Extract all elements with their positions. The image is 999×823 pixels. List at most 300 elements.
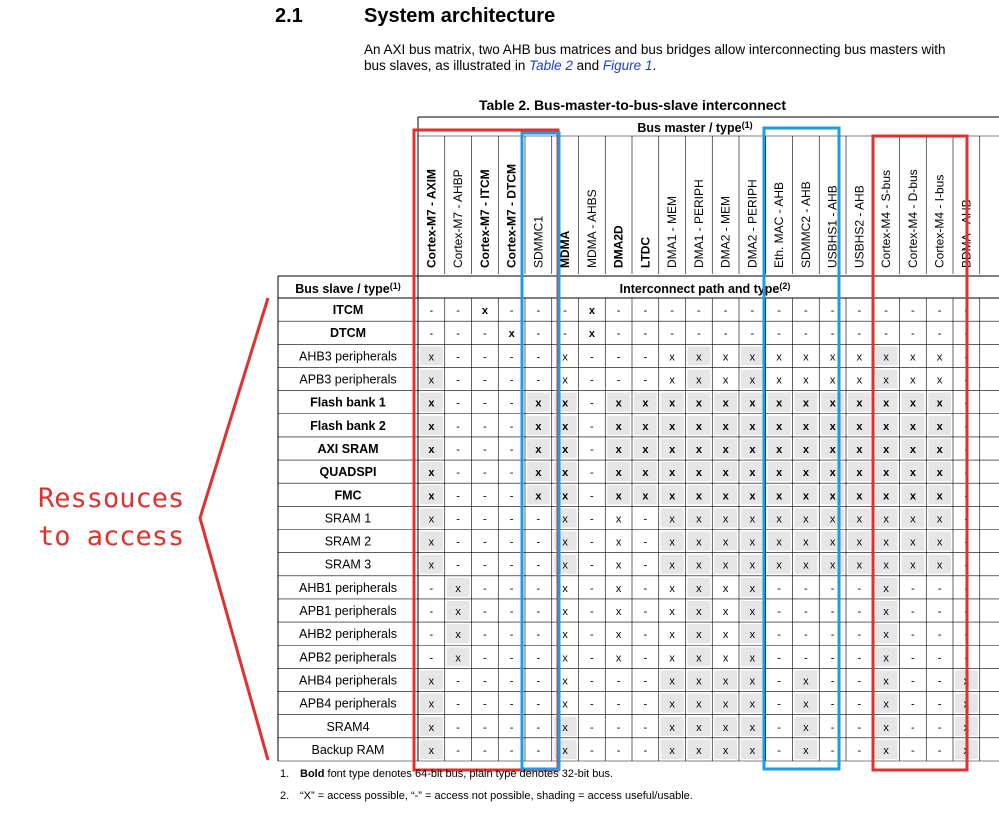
access-none-mark: -	[804, 328, 808, 341]
access-possible-mark: x	[883, 559, 889, 572]
access-none-mark: -	[857, 675, 862, 688]
access-possible-mark: x	[883, 420, 890, 433]
access-none-mark: -	[536, 559, 541, 572]
access-possible-mark: x	[722, 606, 729, 619]
access-none-mark: -	[643, 328, 648, 341]
access-none-mark: -	[911, 721, 915, 734]
interconnect-path-header: Interconnect path and type$^{(2)}$	[619, 281, 791, 296]
access-none-mark: -	[830, 606, 835, 619]
bus-slave-header: Bus slave / type$^{(1)}$	[295, 281, 401, 296]
table-link[interactable]: Table 2	[529, 58, 573, 73]
access-none-mark: -	[830, 328, 835, 341]
access-none-mark: -	[429, 582, 434, 595]
access-none-mark: -	[456, 698, 460, 711]
access-possible-mark: x	[428, 698, 435, 711]
access-possible-mark: x	[615, 652, 622, 665]
access-possible-mark: x	[829, 420, 836, 433]
access-possible-mark: x	[722, 467, 729, 480]
access-possible-mark: x	[615, 513, 622, 526]
access-possible-mark: x	[428, 675, 435, 688]
access-possible-mark: x	[883, 536, 889, 549]
access-possible-mark: x	[722, 582, 729, 595]
access-possible-mark: x	[776, 467, 783, 480]
access-none-mark: -	[590, 559, 594, 572]
access-possible-mark: x	[669, 467, 676, 480]
access-possible-mark: x	[802, 443, 809, 456]
bus-slave-label: FMC	[334, 488, 362, 503]
access-possible-mark: x	[909, 467, 916, 480]
access-none-mark: -	[429, 629, 434, 642]
access-none-mark: -	[456, 721, 460, 734]
access-none-mark: -	[483, 675, 487, 688]
access-possible-mark: x	[776, 490, 783, 503]
access-none-mark: -	[456, 351, 460, 364]
access-possible-mark: x	[802, 467, 809, 480]
access-none-mark: -	[536, 744, 541, 757]
access-none-mark: -	[590, 698, 594, 711]
access-none-mark: -	[643, 629, 648, 642]
access-none-mark: -	[777, 721, 781, 734]
access-possible-mark: x	[562, 351, 568, 364]
footnote-text: “X” = access possible, “-” = access not possible, shading = access useful/usable.	[300, 790, 693, 802]
access-none-mark: -	[616, 351, 621, 364]
access-none-mark: -	[857, 744, 862, 757]
access-none-mark: -	[911, 698, 915, 711]
access-possible-mark: x	[749, 420, 756, 433]
access-possible-mark: x	[669, 513, 675, 526]
access-possible-mark: x	[669, 490, 676, 503]
access-none-mark: -	[456, 536, 460, 549]
bus-master-label: DMA1 - MEM	[665, 196, 680, 268]
bus-master-label: DMA2 - PERIPH	[745, 179, 760, 268]
access-possible-mark: x	[883, 490, 890, 503]
access-none-mark: -	[483, 559, 487, 572]
access-possible-mark: x	[562, 698, 568, 711]
access-possible-mark: x	[803, 536, 809, 549]
figure-link[interactable]: Figure 1	[602, 58, 653, 73]
bus-master-label: DMA2 - MEM	[718, 196, 733, 268]
bus-master-label: DMA2D	[611, 225, 626, 268]
access-possible-mark: x	[669, 629, 675, 642]
access-possible-mark: x	[455, 652, 461, 665]
bus-master-label: SDMMC1	[531, 215, 546, 268]
bus-slave-label: SRAM4	[326, 719, 370, 734]
access-possible-mark: x	[535, 467, 542, 480]
access-possible-mark: x	[803, 721, 809, 734]
access-possible-mark: x	[936, 513, 943, 526]
access-none-mark: -	[509, 721, 514, 734]
access-possible-mark: x	[696, 374, 702, 387]
access-possible-mark: x	[776, 443, 783, 456]
access-possible-mark: x	[749, 698, 756, 711]
access-none-mark: -	[937, 698, 942, 711]
access-possible-mark: x	[909, 397, 916, 410]
access-possible-mark: x	[936, 420, 943, 433]
access-possible-mark: x	[696, 559, 702, 572]
access-none-mark: -	[509, 675, 514, 688]
access-possible-mark: x	[883, 513, 889, 526]
access-none-mark: -	[911, 328, 915, 341]
access-none-mark: -	[777, 675, 781, 688]
access-none-mark: -	[643, 744, 648, 757]
access-none-mark: -	[723, 305, 728, 318]
access-possible-mark: x	[856, 513, 863, 526]
access-possible-mark: x	[776, 374, 782, 387]
access-possible-mark: x	[588, 305, 595, 318]
bus-slave-label: SRAM 1	[324, 511, 372, 526]
access-possible-mark: x	[455, 582, 461, 595]
access-none-mark: -	[509, 629, 514, 642]
access-none-mark: -	[616, 328, 621, 341]
access-possible-mark: x	[936, 374, 943, 387]
access-possible-mark: x	[696, 675, 702, 688]
access-none-mark: -	[643, 513, 648, 526]
access-none-mark: -	[509, 490, 514, 503]
access-none-mark: -	[456, 675, 460, 688]
access-possible-mark: x	[722, 374, 729, 387]
access-possible-mark: x	[428, 490, 435, 503]
access-possible-mark: x	[562, 652, 568, 665]
access-none-mark: -	[937, 305, 942, 318]
access-possible-mark: x	[883, 443, 890, 456]
access-possible-mark: x	[883, 675, 889, 688]
access-possible-mark: x	[829, 513, 836, 526]
access-none-mark: -	[590, 490, 594, 503]
access-possible-mark: x	[749, 559, 756, 572]
access-possible-mark: x	[428, 744, 435, 757]
bus-master-label: Cortex-M7 - AHBP	[451, 169, 466, 268]
access-possible-mark: x	[669, 420, 676, 433]
access-possible-mark: x	[508, 328, 515, 341]
access-possible-mark: x	[802, 397, 809, 410]
access-possible-mark: x	[749, 652, 756, 665]
access-possible-mark: x	[936, 490, 943, 503]
access-possible-mark: x	[856, 559, 863, 572]
access-none-mark: -	[483, 374, 487, 387]
access-possible-mark: x	[428, 513, 435, 526]
bus-slave-label: QUADSPI	[319, 465, 377, 480]
access-possible-mark: x	[669, 536, 675, 549]
access-none-mark: -	[964, 629, 969, 642]
bus-slave-label: ITCM	[332, 303, 364, 318]
access-none-mark: -	[804, 305, 808, 318]
bus-slave-label: AHB1 peripherals	[299, 580, 397, 595]
access-possible-mark: x	[696, 698, 702, 711]
access-possible-mark: x	[722, 675, 729, 688]
access-none-mark: -	[830, 698, 835, 711]
access-none-mark: -	[590, 629, 594, 642]
access-possible-mark: x	[562, 559, 568, 572]
access-none-mark: -	[964, 652, 969, 665]
access-none-mark: -	[536, 513, 541, 526]
access-possible-mark: x	[722, 744, 729, 757]
access-none-mark: -	[937, 721, 942, 734]
access-none-mark: -	[964, 606, 969, 619]
access-possible-mark: x	[909, 420, 916, 433]
access-possible-mark: x	[856, 420, 863, 433]
access-possible-mark: x	[883, 629, 889, 642]
bus-master-label: Cortex-M4 - S-bus	[879, 169, 894, 268]
access-none-mark: -	[590, 606, 594, 619]
access-none-mark: -	[830, 305, 835, 318]
access-possible-mark: x	[883, 652, 889, 665]
access-possible-mark: x	[615, 559, 622, 572]
access-none-mark: -	[643, 374, 648, 387]
access-none-mark: -	[857, 652, 862, 665]
bus-master-label: LTDC	[638, 236, 653, 268]
bus-slave-label: AHB2 peripherals	[299, 627, 397, 642]
access-none-mark: -	[937, 328, 942, 341]
access-none-mark: -	[643, 536, 648, 549]
access-none-mark: -	[616, 305, 621, 318]
access-none-mark: -	[590, 513, 594, 526]
access-possible-mark: x	[803, 351, 809, 364]
access-none-mark: -	[643, 582, 648, 595]
access-none-mark: -	[536, 582, 541, 595]
access-possible-mark: x	[883, 397, 890, 410]
access-possible-mark: x	[802, 490, 809, 503]
access-possible-mark: x	[562, 513, 568, 526]
access-possible-mark: x	[642, 420, 649, 433]
access-possible-mark: x	[535, 443, 542, 456]
access-none-mark: -	[884, 328, 888, 341]
access-none-mark: -	[563, 328, 567, 341]
access-possible-mark: x	[562, 629, 568, 642]
access-possible-mark: x	[722, 721, 729, 734]
access-none-mark: -	[937, 675, 942, 688]
access-none-mark: -	[777, 744, 781, 757]
access-none-mark: -	[509, 443, 514, 456]
access-possible-mark: x	[936, 351, 943, 364]
access-possible-mark: x	[749, 744, 756, 757]
table-title: Table 2. Bus-master-to-bus-slave interconnect	[478, 97, 787, 113]
access-none-mark: -	[964, 536, 969, 549]
access-possible-mark: x	[883, 467, 890, 480]
access-none-mark: -	[536, 606, 541, 619]
access-possible-mark: x	[776, 513, 782, 526]
access-possible-mark: x	[562, 536, 568, 549]
bus-master-label: Cortex-M7 - AXIM	[424, 169, 439, 268]
access-none-mark: -	[911, 744, 915, 757]
access-none-mark: -	[857, 721, 862, 734]
access-possible-mark: x	[802, 420, 809, 433]
bus-slave-label: DTCM	[329, 326, 367, 341]
access-possible-mark: x	[562, 744, 568, 757]
access-possible-mark: x	[642, 443, 649, 456]
footnote-1	[280, 768, 613, 780]
access-none-mark: -	[964, 328, 969, 341]
bus-slave-label: SRAM 3	[324, 557, 372, 572]
access-none-mark: -	[563, 305, 567, 318]
access-none-mark: -	[804, 629, 808, 642]
access-none-mark: -	[857, 328, 862, 341]
access-none-mark: -	[964, 374, 969, 387]
access-possible-mark: x	[695, 420, 702, 433]
access-none-mark: -	[590, 467, 594, 480]
intro-text: .	[652, 58, 657, 73]
access-none-mark: -	[483, 629, 487, 642]
access-none-mark: -	[536, 328, 541, 341]
access-possible-mark: x	[883, 351, 889, 364]
bus-master-label: MDMA - AHBS	[584, 189, 599, 268]
bus-master-label: Cortex-M7 - DTCM	[504, 164, 519, 268]
access-possible-mark: x	[803, 374, 809, 387]
access-none-mark: -	[509, 374, 514, 387]
access-none-mark: -	[911, 582, 915, 595]
access-none-mark: -	[509, 582, 514, 595]
access-none-mark: -	[777, 582, 781, 595]
access-possible-mark: x	[749, 443, 756, 456]
access-possible-mark: x	[936, 536, 943, 549]
access-none-mark: -	[456, 559, 460, 572]
access-possible-mark: x	[588, 328, 595, 341]
access-possible-mark: x	[722, 443, 729, 456]
access-none-mark: -	[964, 513, 969, 526]
access-possible-mark: x	[936, 443, 943, 456]
bus-master-label: Cortex-M7 - ITCM	[477, 169, 492, 268]
access-none-mark: -	[911, 652, 915, 665]
access-possible-mark: x	[428, 351, 435, 364]
access-none-mark: -	[777, 305, 781, 318]
annotation-label: Ressouces to access	[38, 483, 185, 552]
access-none-mark: -	[483, 721, 487, 734]
access-none-mark: -	[884, 305, 888, 318]
access-possible-mark: x	[910, 536, 916, 549]
access-possible-mark: x	[562, 420, 569, 433]
access-possible-mark: x	[669, 374, 675, 387]
access-none-mark: -	[429, 305, 434, 318]
footnote-2	[280, 790, 693, 802]
access-possible-mark: x	[615, 397, 622, 410]
access-none-mark: -	[483, 513, 487, 526]
access-none-mark: -	[830, 629, 835, 642]
access-possible-mark: x	[696, 351, 702, 364]
access-possible-mark: x	[615, 490, 622, 503]
access-none-mark: -	[857, 305, 862, 318]
access-possible-mark: x	[428, 443, 435, 456]
access-none-mark: -	[456, 490, 460, 503]
access-possible-mark: x	[936, 467, 943, 480]
access-none-mark: -	[964, 397, 969, 410]
access-possible-mark: x	[615, 467, 622, 480]
access-none-mark: -	[777, 328, 781, 341]
access-possible-mark: x	[455, 629, 461, 642]
access-possible-mark: x	[776, 351, 782, 364]
access-possible-mark: x	[829, 351, 836, 364]
access-none-mark: -	[830, 582, 835, 595]
access-possible-mark: x	[562, 675, 568, 688]
bus-slave-label: SRAM 2	[324, 534, 372, 549]
access-possible-mark: x	[428, 420, 435, 433]
access-none-mark: -	[964, 351, 969, 364]
access-possible-mark: x	[695, 443, 702, 456]
access-possible-mark: x	[722, 420, 729, 433]
access-possible-mark: x	[669, 443, 676, 456]
access-possible-mark: x	[883, 606, 889, 619]
section-number: 2.1	[275, 5, 303, 27]
access-possible-mark: x	[642, 467, 649, 480]
access-none-mark: -	[590, 536, 594, 549]
access-none-mark: -	[456, 420, 460, 433]
access-none-mark: -	[911, 606, 915, 619]
access-none-mark: -	[643, 305, 648, 318]
access-possible-mark: x	[669, 606, 675, 619]
access-possible-mark: x	[749, 629, 756, 642]
access-possible-mark: x	[562, 490, 569, 503]
footnote-number: 2.	[280, 790, 290, 802]
access-possible-mark: x	[669, 744, 675, 757]
access-none-mark: -	[616, 374, 621, 387]
access-possible-mark: x	[856, 351, 863, 364]
access-possible-mark: x	[963, 721, 970, 734]
access-none-mark: -	[830, 652, 835, 665]
access-none-mark: -	[937, 582, 942, 595]
access-none-mark: -	[830, 744, 835, 757]
access-none-mark: -	[483, 443, 487, 456]
access-possible-mark: x	[749, 513, 756, 526]
access-possible-mark: x	[883, 698, 889, 711]
access-possible-mark: x	[829, 467, 836, 480]
access-possible-mark: x	[963, 675, 970, 688]
access-possible-mark: x	[535, 397, 542, 410]
access-none-mark: -	[536, 536, 541, 549]
access-possible-mark: x	[669, 397, 676, 410]
access-possible-mark: x	[428, 374, 435, 387]
access-none-mark: -	[964, 443, 969, 456]
access-none-mark: -	[937, 744, 942, 757]
bus-master-label: DMA1 - PERIPH	[691, 179, 706, 268]
bus-slave-label: AHB3 peripherals	[299, 349, 397, 364]
access-none-mark: -	[777, 629, 781, 642]
bus-slave-label: Flash bank 1	[310, 395, 386, 410]
access-possible-mark: x	[722, 652, 729, 665]
access-none-mark: -	[643, 606, 648, 619]
access-none-mark: -	[483, 351, 487, 364]
access-possible-mark: x	[562, 606, 568, 619]
access-none-mark: -	[536, 305, 541, 318]
bus-slave-label: AXI SRAM	[317, 441, 379, 456]
access-possible-mark: x	[615, 606, 622, 619]
access-possible-mark: x	[695, 467, 702, 480]
access-none-mark: -	[723, 328, 728, 341]
access-none-mark: -	[483, 582, 487, 595]
access-none-mark: -	[937, 606, 942, 619]
access-possible-mark: x	[722, 351, 729, 364]
access-possible-mark: x	[722, 698, 729, 711]
access-none-mark: -	[509, 536, 514, 549]
bracket-line	[200, 298, 268, 760]
access-possible-mark: x	[696, 652, 702, 665]
access-none-mark: -	[697, 328, 701, 341]
access-possible-mark: x	[722, 397, 729, 410]
access-possible-mark: x	[749, 721, 756, 734]
access-none-mark: -	[509, 559, 514, 572]
access-possible-mark: x	[803, 513, 809, 526]
access-none-mark: -	[804, 582, 808, 595]
intro-text: and	[572, 58, 603, 73]
access-none-mark: -	[483, 420, 487, 433]
access-possible-mark: x	[696, 721, 702, 734]
access-possible-mark: x	[963, 698, 970, 711]
access-none-mark: -	[536, 374, 541, 387]
access-possible-mark: x	[669, 698, 675, 711]
access-possible-mark: x	[669, 559, 675, 572]
access-possible-mark: x	[883, 374, 889, 387]
access-none-mark: -	[483, 744, 487, 757]
access-possible-mark: x	[642, 397, 649, 410]
access-possible-mark: x	[562, 374, 568, 387]
access-possible-mark: x	[883, 744, 889, 757]
